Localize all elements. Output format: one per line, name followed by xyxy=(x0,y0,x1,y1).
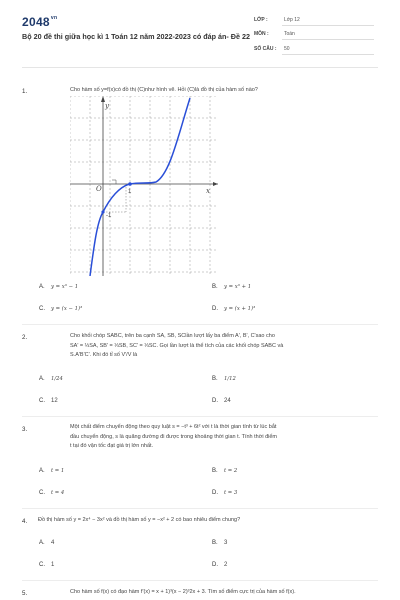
option-c[interactable] xyxy=(39,398,58,404)
question-line: đầu chuyển động, s là quãng đường đi được trong khoảng thời gian t. Tính thời điểm xyxy=(70,433,277,440)
function-graph xyxy=(70,96,218,276)
option-text: y = (x − 1)³ xyxy=(51,306,83,312)
option-d[interactable] xyxy=(212,490,237,496)
question-number: 1. xyxy=(22,88,28,95)
option-d[interactable] xyxy=(212,398,231,404)
question-divider xyxy=(22,324,378,325)
divider xyxy=(282,54,374,55)
option-c[interactable] xyxy=(39,562,54,568)
option-text: t = 4 xyxy=(51,490,65,496)
option-label: A. xyxy=(39,540,45,546)
question-text: Đồ thị hàm số y = 2x⁴ − 3x² và đồ thị hàm số y = −x² + 2 có bao nhiêu điểm chung? xyxy=(38,517,241,523)
option-text: 4 xyxy=(51,540,55,546)
option-text: 12 xyxy=(51,398,58,404)
question-divider xyxy=(22,416,378,417)
count-label: SỐ CÂU : xyxy=(254,46,277,52)
question-line: SA' = ⅓SA, SB' = ⅓SB, SC' = ⅓SC. Gọi lần lượt là thể tích của các khối chóp SABC và xyxy=(70,342,284,349)
option-c[interactable] xyxy=(39,306,82,312)
option-a[interactable] xyxy=(39,540,54,546)
option-text: 1/24 xyxy=(51,376,63,382)
question-text xyxy=(70,423,380,452)
question-number: 2. xyxy=(22,334,28,341)
option-d[interactable] xyxy=(212,306,255,312)
page-header xyxy=(0,0,400,66)
option-label: D. xyxy=(212,398,218,404)
curve xyxy=(90,98,190,276)
option-label: C. xyxy=(39,562,45,568)
option-label: A. xyxy=(39,376,45,382)
option-text: 2 xyxy=(224,562,228,568)
option-label: B. xyxy=(212,376,218,382)
option-b[interactable] xyxy=(212,284,251,290)
tick-label: 1 xyxy=(128,189,132,195)
x-axis-arrow xyxy=(213,182,218,186)
option-b[interactable] xyxy=(212,376,236,382)
option-text: t = 2 xyxy=(224,468,238,474)
option-label: B. xyxy=(212,468,218,474)
question-number: 3. xyxy=(22,426,28,433)
option-label: A. xyxy=(39,284,45,290)
option-b[interactable] xyxy=(212,468,237,474)
option-label: B. xyxy=(212,284,218,290)
logo-suffix: vn xyxy=(50,15,58,21)
option-label: A. xyxy=(39,468,45,474)
option-text: 3 xyxy=(224,540,228,546)
option-text: y = x³ − 1 xyxy=(51,284,79,290)
class-value: Lớp 12 xyxy=(284,17,300,23)
option-text: y = (x + 1)³ xyxy=(224,306,256,312)
option-a[interactable] xyxy=(39,284,78,290)
question-text: Cho hàm số y=f(x)có đồ thị (C)như hình vẽ. Hỏi (C)là đồ thị của hàm số nào? xyxy=(70,87,258,93)
option-text: t = 3 xyxy=(224,490,238,496)
option-a[interactable] xyxy=(39,468,64,474)
option-label: D. xyxy=(212,490,218,496)
question-number: 5. xyxy=(22,590,28,597)
header-divider xyxy=(22,67,378,68)
y-label: y xyxy=(105,102,109,110)
question-divider xyxy=(22,508,378,509)
option-label: D. xyxy=(212,562,218,568)
count-value: 50 xyxy=(284,46,290,52)
question-divider xyxy=(22,580,378,581)
divider xyxy=(282,25,374,26)
option-text: 1 xyxy=(51,562,55,568)
option-b[interactable] xyxy=(212,540,227,546)
option-label: D. xyxy=(212,306,218,312)
option-label: B. xyxy=(212,540,218,546)
right-angle-mark xyxy=(112,180,116,184)
subject-label: MÔN : xyxy=(254,31,269,37)
option-c[interactable] xyxy=(39,490,64,496)
question-text: Cho hàm số f(x) có đạo hàm f'(x) = x + 1)³(x − 2)³2x + 3. Tìm số điểm cực trị của hàm số f(x). xyxy=(70,589,296,595)
logo-text: 2048 xyxy=(22,15,50,29)
point xyxy=(101,210,104,213)
question-line: S.A'B'C'. Khi đó tỉ số V'/V là xyxy=(70,352,138,358)
origin-label: O xyxy=(96,185,102,193)
option-label: C. xyxy=(39,306,45,312)
class-label: LỚP : xyxy=(254,17,268,23)
option-text: 24 xyxy=(224,398,231,404)
option-text: y = x³ + 1 xyxy=(224,284,252,290)
option-text: 1/12 xyxy=(224,376,236,382)
document-title: Bộ 20 đề thi giữa học kì 1 Toán 12 năm 2022-2023 có đáp án- Đề 22 xyxy=(22,32,250,41)
option-label: C. xyxy=(39,398,45,404)
grid xyxy=(70,96,218,276)
subject-value: Toán xyxy=(284,31,295,37)
option-a[interactable] xyxy=(39,376,63,382)
question-line: Cho khối chóp SABC, trên ba cạnh SA, SB, SClần lượt lấy ba điểm A', B', C'sao cho xyxy=(70,333,275,339)
tick-label: -1 xyxy=(106,213,112,219)
x-label: x xyxy=(206,187,210,195)
question-number: 4. xyxy=(22,518,28,525)
question-line: t tại đó vận tốc đạt giá trị lớn nhất. xyxy=(70,443,154,449)
option-label: C. xyxy=(39,490,45,496)
site-logo[interactable] xyxy=(22,15,57,29)
option-text: t = 1 xyxy=(51,468,65,474)
divider xyxy=(282,39,374,40)
point xyxy=(128,182,132,186)
option-d[interactable] xyxy=(212,562,227,568)
question-line: Một chất điểm chuyển động theo quy luật s = −t³ + 6t² với t là thời gian tính từ lúc bắt xyxy=(70,424,277,430)
question-text xyxy=(70,332,380,361)
